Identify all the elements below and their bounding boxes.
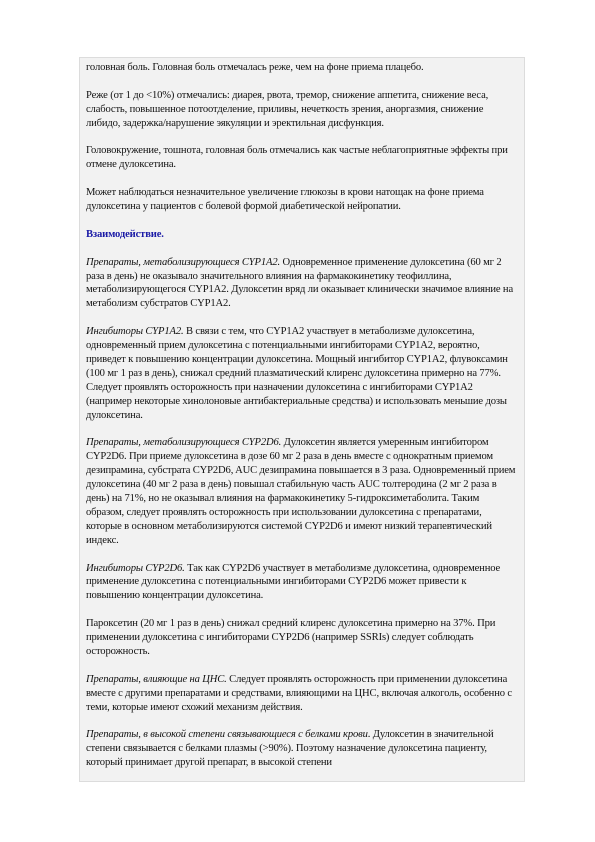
paragraph-lead: Препараты, метаболизирующиеся CYP1A2. (86, 256, 280, 268)
paragraph-cyp2d6-substrates (86, 436, 518, 547)
paragraph-lead: Препараты, в высокой степени связывающиеся с белками крови (86, 729, 368, 741)
paragraph-lead: Препараты, влияющие на ЦНС. (86, 673, 227, 685)
paragraph-cyp2d6-inhibitors (86, 562, 518, 604)
paragraph-less-frequent-effects: Реже (от 1 до <10%) отмечались: диарея, рвота, тремор, снижение аппетита, снижение веса, слабость, повышенное потоотделение, приливы, нечеткость зрения, аноргазмия, снижение либидо, задержка/нарушение эякуляции и эректильная дисфункция. (86, 89, 489, 129)
paragraph-cns-drugs (86, 673, 518, 715)
paragraph-text: Следует проявлять осторожность при применении дулоксетина вместе с другими препаратами и средствами, влияющими на ЦНС, включая алкоголь, особенно с теми, которые имеют схожий механизм действия. (86, 673, 512, 713)
paragraph-lead: Ингибиторы CYP1A2. (86, 326, 184, 338)
paragraph-withdrawal-effects: Головокружение, тошнота, головная боль отмечались как частые неблагоприятные эффекты при отмене дулоксетина. (86, 145, 508, 171)
paragraph-cyp1a2-inhibitors (86, 325, 518, 422)
paragraph-text: Пароксетин (20 мг 1 раз в день) снижал средний клиренс дулоксетина примерно на 37%. При применении дулоксетина с ингибиторами CYP2D6 (например SSRIs) следует соблюдать осторожность. (86, 618, 496, 657)
document-page (79, 57, 525, 782)
paragraph-lead: Ингибиторы CYP2D6. (86, 562, 185, 574)
paragraph-glucose: Может наблюдаться незначительное увеличение глюкозы в крови натощак на фоне приема дулоксетина у пациентов с болевой формой диабетической нейропатии. (86, 187, 484, 213)
paragraph-text: Так как CYP2D6 участвует в метаболизме дулоксетина, одновременное применение дулоксетина с потенциальными ингибиторами CYP2D6 может привести к повышению концентрации дулоксетина. (86, 562, 501, 602)
paragraph-headache: головная боль. Головная боль отмечалась реже, чем на фоне приема плацебо. (86, 62, 424, 73)
paragraph-text: . Дулоксетин в значительной степени связывается с белками плазмы (>90%). Поэтому назначение дулоксетина пациенту, который принимает другой препарат, в высокой степени (86, 729, 494, 769)
paragraph-text: Дулоксетин является умеренным ингибитором CYP2D6. При приеме дулоксетина в дозе 60 мг 2 раза в день вместе с однократным приемом дезипрамина, субстрата CYP2D6, AUC дезипрамина повышается в 3 раза. Одновременный прием дулоксетина (40 мг 2 раза в день) повышал стабильную часть AUC толтеродина (2 мг 2 раза в день) на 71%, но не оказывал влияния на фармакокинетику 5-гидроксиметаболита. Таким образом, следует проявлять осторожность при использовании дулоксетина с препаратами, которые в основном метаболизируются системой CYP2D6 и имеют низкий терапевтический индекс. (86, 437, 516, 546)
paragraph-text: Одновременное применение дулоксетина (60 мг 2 раза в день) не оказывало значительного влияния на фармакокинетику теофиллина, метаболизирующегося CYP1A2. Дулоксетин вряд ли оказывает клинически значимое влияние на метаболизм субстратов CYP1A2. (86, 256, 513, 310)
paragraph-lead: Препараты, метаболизирующиеся CYP2D6. (86, 437, 282, 449)
section-heading-interactions: Взаимодействие. (86, 228, 164, 240)
paragraph-cyp1a2-substrates (86, 256, 518, 312)
document-body (80, 58, 524, 770)
paragraph-text: В связи с тем, что CYP1A2 участвует в метаболизме дулоксетина, одновременный прием дулоксетина с потенциальными ингибиторами CYP1A2, вероятно, приведет к повышению концентрации дулоксетина. Мощный ингибитор CYP1A2, флувоксамин (100 мг 1 раз в день), снижал средний плазматический клиренс дулоксетина примерно на 77%. Следует проявлять осторожность при назначении дулоксетина с ингибиторами CYP1A2 (например некоторые хинолоновые антибактериальные средства) и использовать меньшие дозы дулоксетина. (86, 326, 508, 421)
paragraph-paroxetine (86, 617, 518, 659)
paragraph-protein-binding (86, 728, 518, 770)
